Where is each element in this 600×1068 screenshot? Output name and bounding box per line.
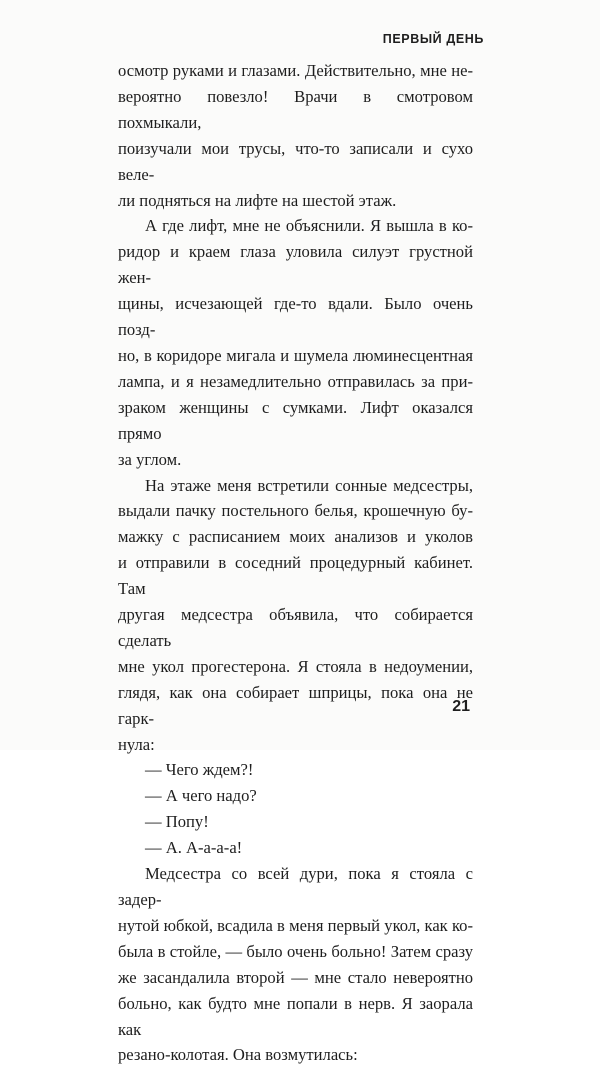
dialogue-line: — Попу! — [145, 812, 209, 832]
dialogue-line: — А. А-а-а-а! — [145, 838, 243, 858]
text-line: Медсестра со всей дури, пока я стояла с задер- — [118, 864, 473, 909]
text-line: резано-колотая. Она возмутилась: — [118, 1045, 358, 1065]
text-line: же засандалила второй — мне стало невероятно — [118, 967, 473, 987]
text-line: осмотр руками и глазами. Действительно, мне не- — [118, 61, 473, 80]
text-line: нула: — [118, 734, 155, 754]
text-line: больно, как будто мне попали в нерв. Я заорала как — [118, 993, 473, 1039]
text-line: выдали пачку постельного белья, крошечную бу- — [118, 501, 473, 521]
text-line: лампа, и я незамедлительно отправилась за при- — [118, 371, 473, 391]
dialogue-line: — Чего ждем?! — [145, 760, 254, 780]
text-line: ли подняться на лифте на шестой этаж. — [118, 190, 397, 210]
dialogue-line: — А чего надо? — [145, 786, 257, 806]
page-number: 21 — [452, 698, 470, 715]
text-line: за углом. — [118, 449, 182, 469]
body-text — [118, 58, 473, 1068]
running-header: ПЕРВЫЙ ДЕНЬ — [382, 32, 484, 46]
text-line: ридор и краем глаза уловила силуэт грустной жен- — [118, 242, 473, 288]
text-line: другая медсестра объявила, что собирается сделать — [118, 605, 473, 650]
text-line: мажку с расписанием моих анализов и уколов — [118, 527, 473, 547]
text-line: На этаже меня встретили сонные медсестры, — [145, 475, 473, 495]
text-line: глядя, как она собирает шприцы, пока она не гарк- — [118, 682, 473, 728]
text-line: была в стойле, — было очень больно! Затем сразу — [118, 941, 473, 961]
text-line: но, в коридоре мигала и шумела люминесцентная — [118, 345, 473, 365]
text-line: зраком женщины с сумками. Лифт оказался прямо — [118, 397, 473, 443]
text-line: А где лифт, мне не объяснили. Я вышла в ко- — [145, 216, 473, 236]
text-line: нутой юбкой, всадила в меня первый укол, как ко- — [118, 915, 473, 935]
text-line: поизучали мои трусы, что-то записали и сухо веле- — [118, 138, 473, 184]
text-line: щины, исчезающей где-то вдали. Было очень позд- — [118, 294, 473, 340]
text-line: вероятно повезло! Врачи в смотровом похмыкали, — [118, 86, 473, 132]
text-line: мне укол прогестерона. Я стояла в недоумении, — [118, 656, 473, 676]
text-line: и отправили в соседний процедурный кабинет. Там — [118, 553, 473, 599]
